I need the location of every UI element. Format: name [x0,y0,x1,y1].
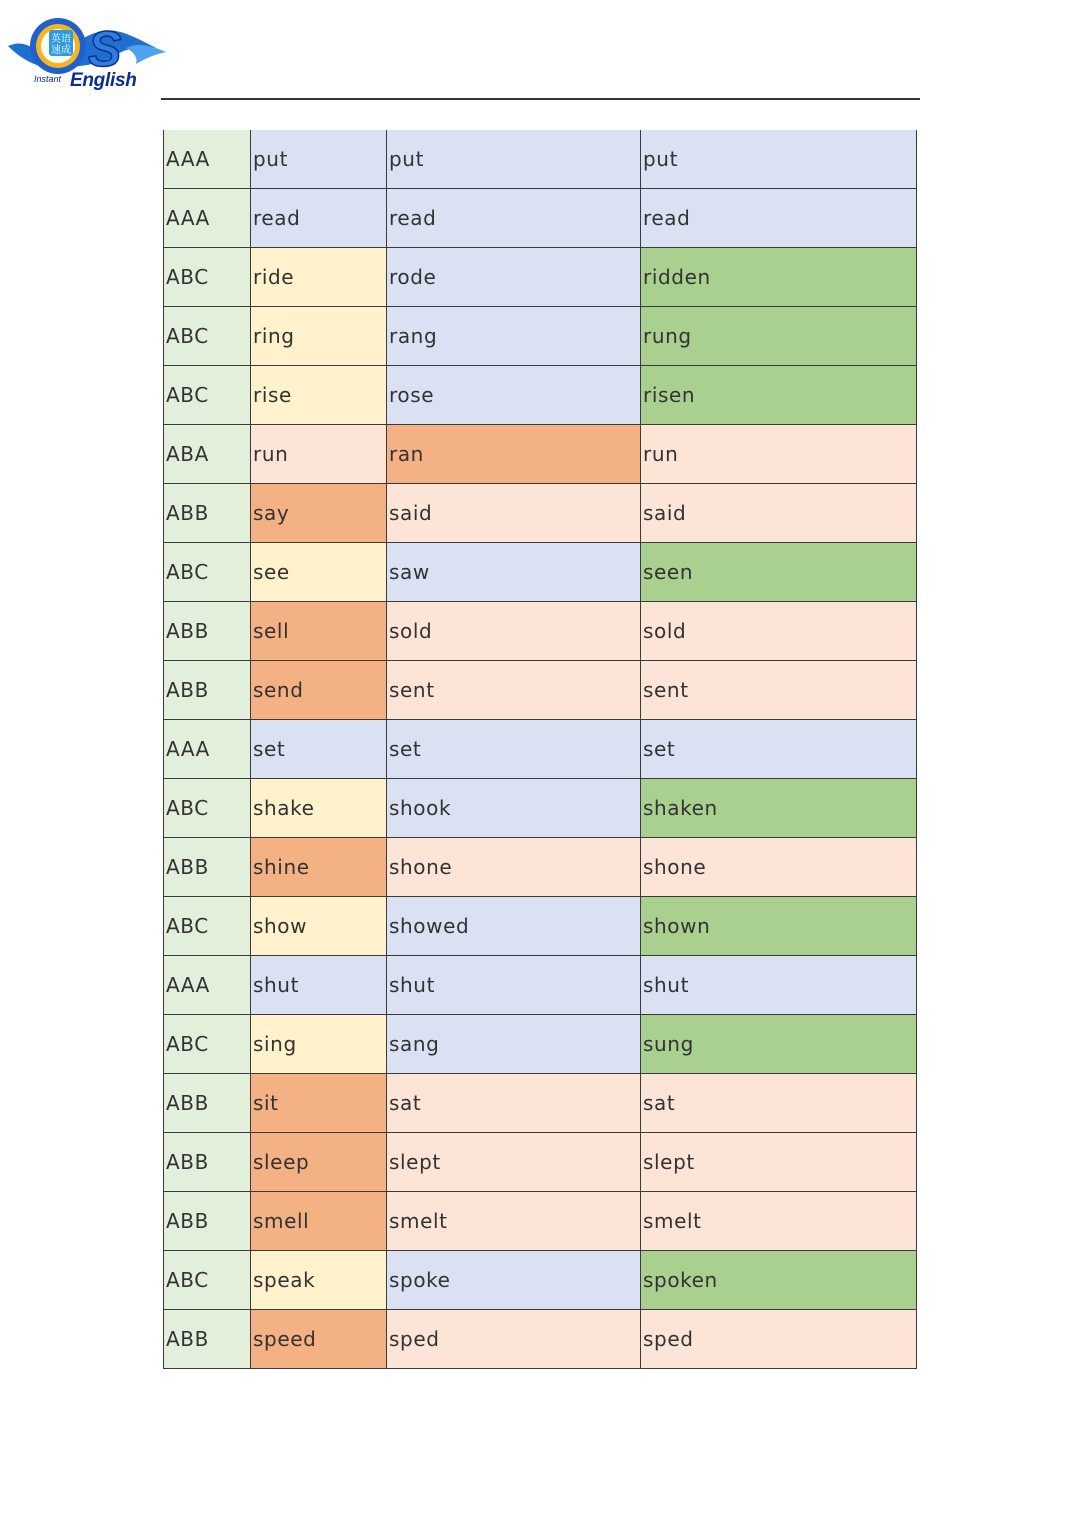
table-row [164,1192,917,1251]
base-form-cell: ride [251,248,387,307]
past-participle-cell: set [641,720,917,779]
table-row [164,779,917,838]
table-row [164,307,917,366]
past-participle-cell: spoken [641,1251,917,1310]
past-participle-cell: run [641,425,917,484]
base-form-cell: put [251,130,387,189]
past-tense-cell: sat [387,1074,641,1133]
logo-instant-text: Instant [34,74,62,84]
past-tense-cell: rose [387,366,641,425]
past-participle-cell: risen [641,366,917,425]
pattern-cell: AAA [164,956,251,1015]
past-tense-cell: shut [387,956,641,1015]
pattern-cell: ABB [164,1133,251,1192]
table-row [164,661,917,720]
past-participle-cell: seen [641,543,917,602]
past-tense-cell: sped [387,1310,641,1369]
brand-logo [6,8,170,92]
table-row [164,956,917,1015]
past-participle-cell: slept [641,1133,917,1192]
table-row [164,248,917,307]
pattern-cell: ABC [164,897,251,956]
base-form-cell: shut [251,956,387,1015]
pattern-cell: ABC [164,1251,251,1310]
table-row [164,543,917,602]
verb-table-container [163,130,917,1369]
base-form-cell: show [251,897,387,956]
past-tense-cell: smelt [387,1192,641,1251]
past-tense-cell: sold [387,602,641,661]
pattern-cell: ABC [164,248,251,307]
base-form-cell: ring [251,307,387,366]
past-participle-cell: sent [641,661,917,720]
header-divider [161,98,920,100]
base-form-cell: shine [251,838,387,897]
pattern-cell: ABB [164,1310,251,1369]
base-form-cell: speak [251,1251,387,1310]
base-form-cell: shake [251,779,387,838]
logo-s-letter: S [88,21,122,77]
pattern-cell: ABB [164,838,251,897]
past-participle-cell: sat [641,1074,917,1133]
past-tense-cell: rode [387,248,641,307]
base-form-cell: sit [251,1074,387,1133]
table-row [164,366,917,425]
pattern-cell: ABB [164,602,251,661]
table-row [164,720,917,779]
past-participle-cell: ridden [641,248,917,307]
past-tense-cell: read [387,189,641,248]
past-tense-cell: ran [387,425,641,484]
base-form-cell: say [251,484,387,543]
pattern-cell: ABC [164,779,251,838]
past-participle-cell: sped [641,1310,917,1369]
past-participle-cell: put [641,130,917,189]
pattern-cell: ABA [164,425,251,484]
past-tense-cell: spoke [387,1251,641,1310]
logo-badge-bottom: 速成 [51,45,71,56]
table-row [164,1133,917,1192]
past-participle-cell: sold [641,602,917,661]
table-row [164,1251,917,1310]
pattern-cell: ABC [164,1015,251,1074]
table-row [164,189,917,248]
past-tense-cell: sent [387,661,641,720]
base-form-cell: sleep [251,1133,387,1192]
past-participle-cell: shut [641,956,917,1015]
table-row [164,425,917,484]
irregular-verbs-table [163,130,917,1369]
table-row [164,602,917,661]
pattern-cell: ABB [164,484,251,543]
pattern-cell: ABB [164,1074,251,1133]
past-participle-cell: shaken [641,779,917,838]
past-tense-cell: said [387,484,641,543]
table-row [164,1015,917,1074]
base-form-cell: read [251,189,387,248]
past-tense-cell: slept [387,1133,641,1192]
pattern-cell: AAA [164,720,251,779]
pattern-cell: ABB [164,1192,251,1251]
past-tense-cell: rang [387,307,641,366]
past-tense-cell: put [387,130,641,189]
table-row [164,130,917,189]
table-row [164,1310,917,1369]
pattern-cell: ABC [164,307,251,366]
pattern-cell: ABB [164,661,251,720]
logo-english-text: English [70,70,137,91]
past-participle-cell: said [641,484,917,543]
base-form-cell: smell [251,1192,387,1251]
base-form-cell: send [251,661,387,720]
past-tense-cell: saw [387,543,641,602]
base-form-cell: see [251,543,387,602]
pattern-cell: ABC [164,366,251,425]
table-row [164,897,917,956]
base-form-cell: set [251,720,387,779]
past-participle-cell: sung [641,1015,917,1074]
pattern-cell: AAA [164,130,251,189]
past-tense-cell: showed [387,897,641,956]
base-form-cell: sell [251,602,387,661]
base-form-cell: sing [251,1015,387,1074]
past-tense-cell: shone [387,838,641,897]
past-tense-cell: shook [387,779,641,838]
past-tense-cell: set [387,720,641,779]
pattern-cell: AAA [164,189,251,248]
base-form-cell: speed [251,1310,387,1369]
table-row [164,484,917,543]
past-participle-cell: shone [641,838,917,897]
table-row [164,1074,917,1133]
past-tense-cell: sang [387,1015,641,1074]
past-participle-cell: read [641,189,917,248]
past-participle-cell: rung [641,307,917,366]
table-row [164,838,917,897]
base-form-cell: rise [251,366,387,425]
base-form-cell: run [251,425,387,484]
verb-table-body [164,130,917,1369]
past-participle-cell: shown [641,897,917,956]
past-participle-cell: smelt [641,1192,917,1251]
pattern-cell: ABC [164,543,251,602]
logo-badge-top: 英语 [51,34,71,45]
